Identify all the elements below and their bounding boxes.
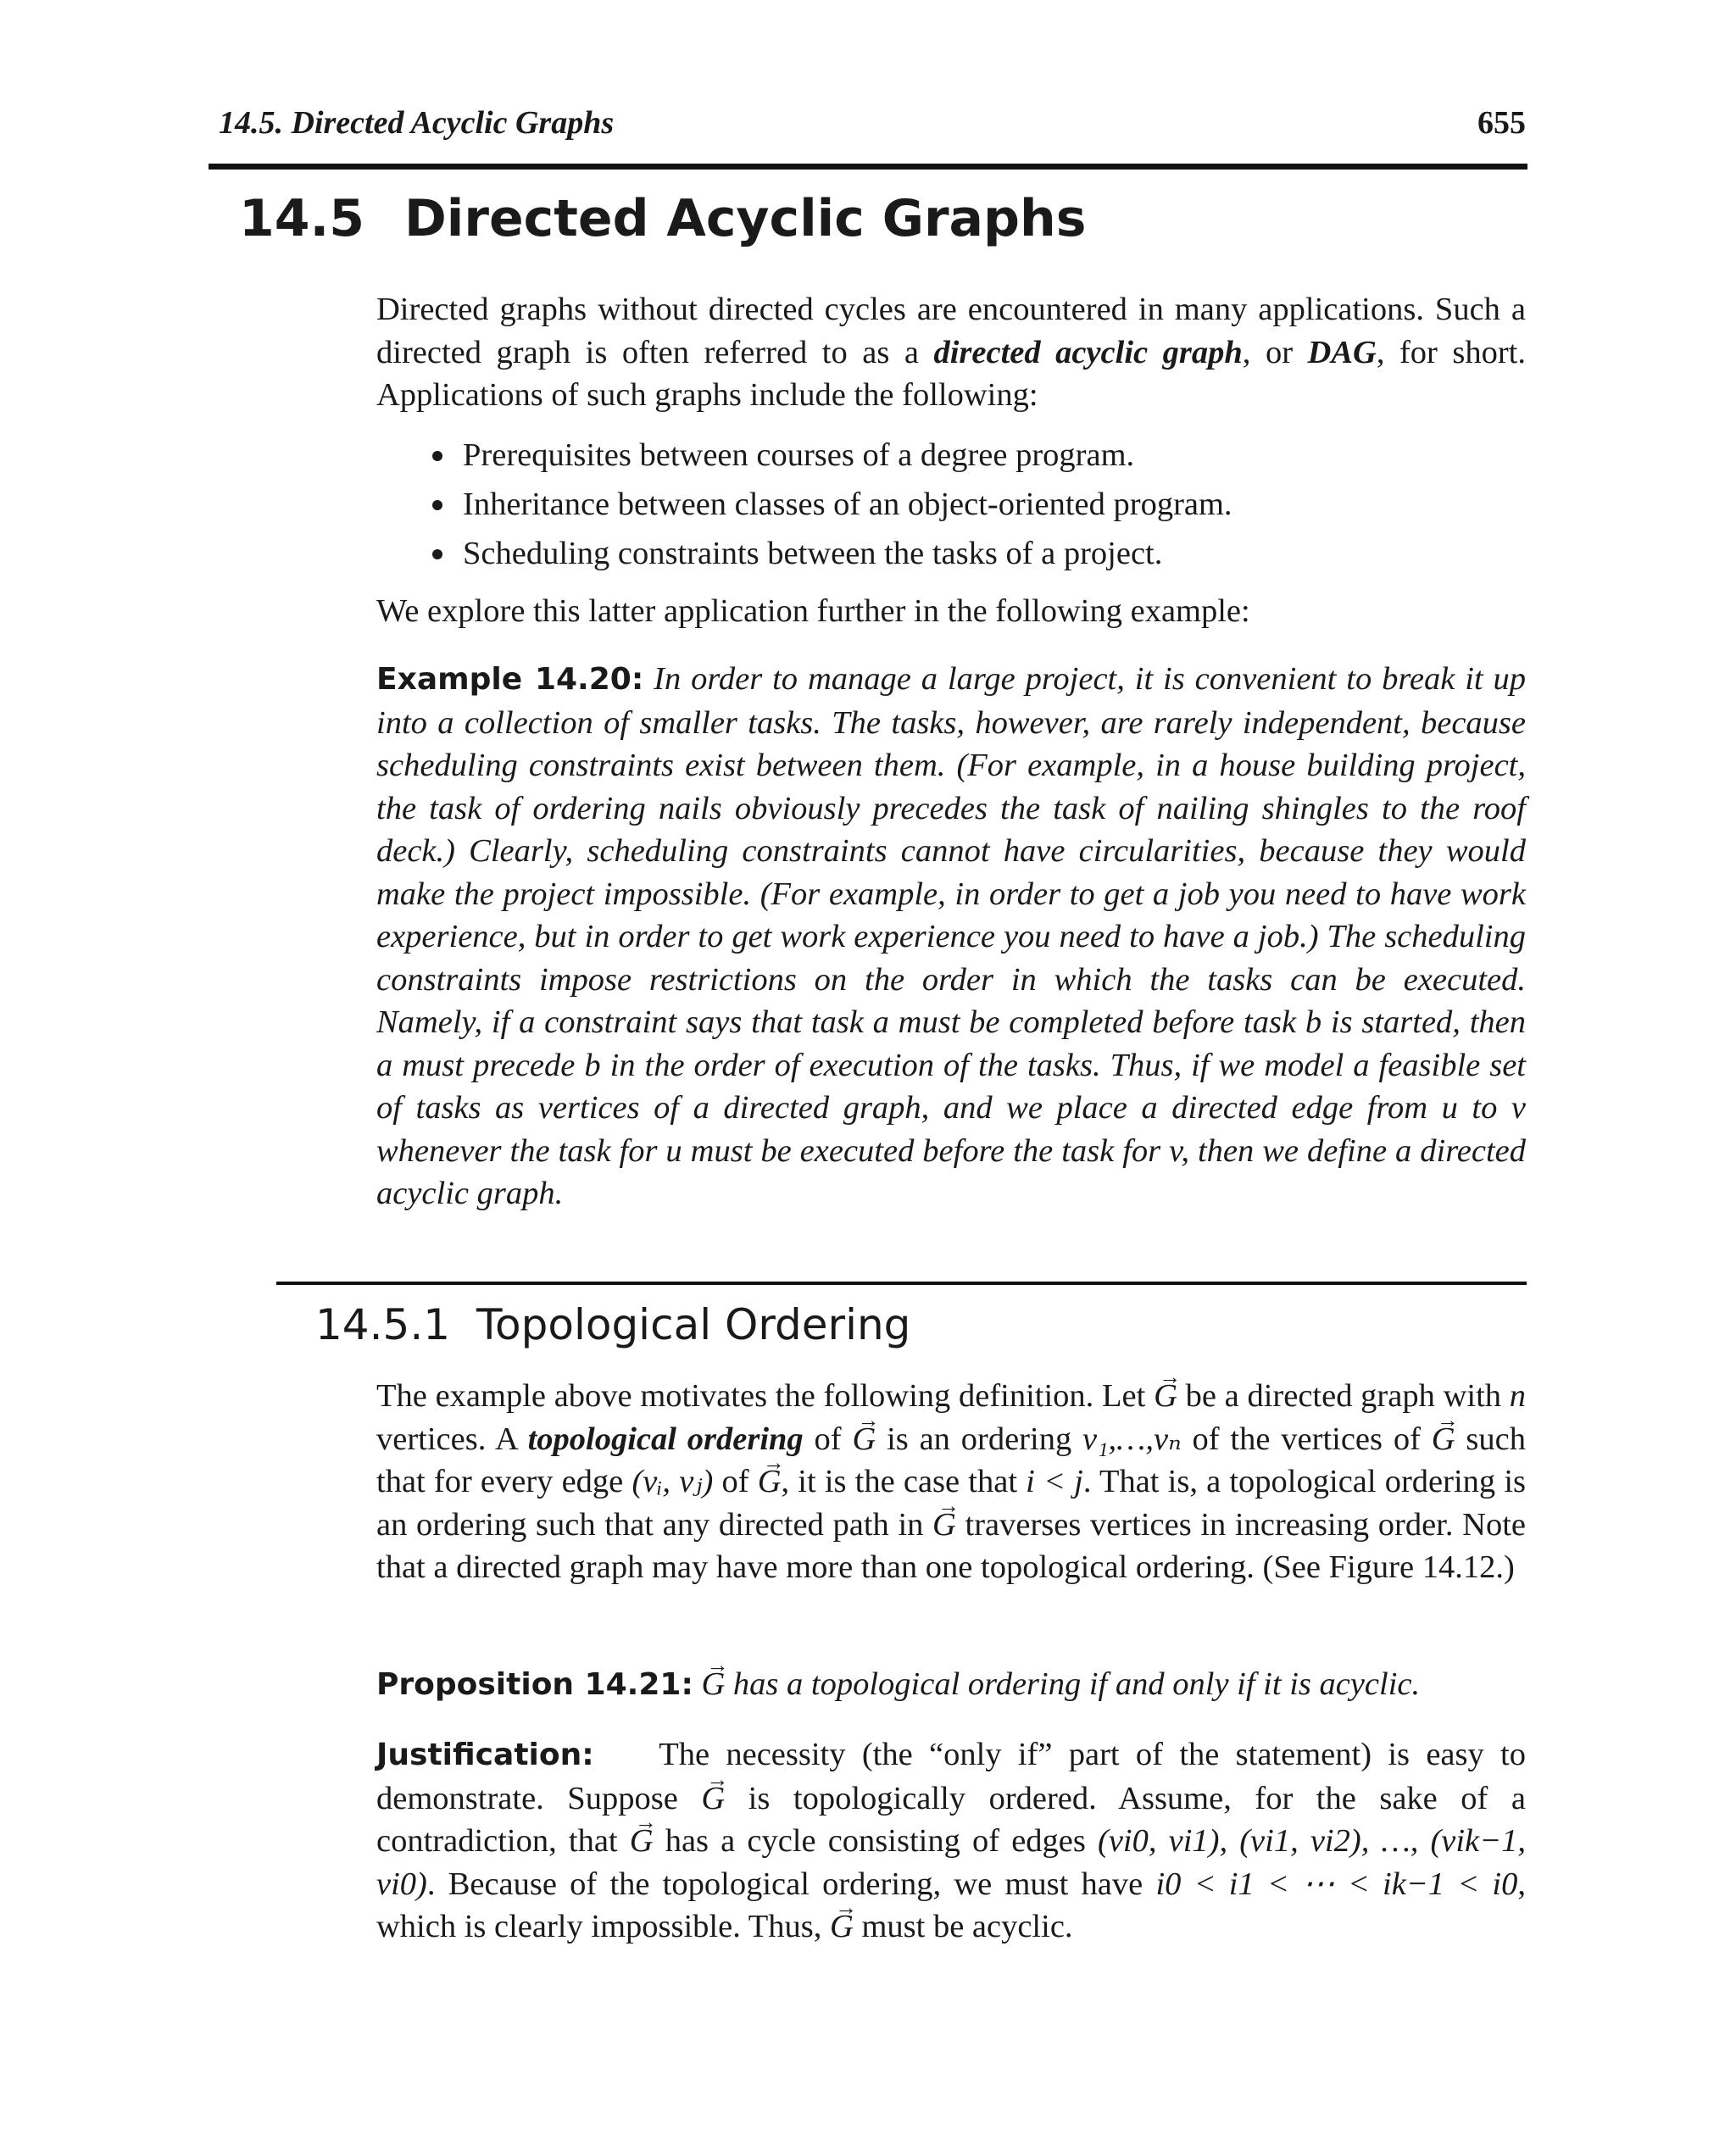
intro-block xyxy=(376,288,1526,632)
page-number: 655 xyxy=(1477,105,1526,141)
term-topological-ordering: topological ordering xyxy=(527,1421,804,1457)
vector-g: → G xyxy=(830,1905,854,1949)
example-label: Example 14.20: xyxy=(376,662,644,697)
section-title xyxy=(239,185,1086,253)
list-item: Scheduling constraints between the tasks of a project. xyxy=(376,529,1526,578)
cycle-expression: (vi0, vi1), (vi1, vi2), …, (vik−1, vi0) xyxy=(376,1823,1526,1902)
list-item: Prerequisites between courses of a degree program. xyxy=(376,431,1526,480)
proposition-paragraph: Proposition 14.21: → G has a topological ordering if and only if it is acyclic. xyxy=(376,1663,1526,1707)
vector-g: → G xyxy=(932,1504,956,1547)
vertex-sequence: v₁,…,vₙ xyxy=(1082,1421,1182,1457)
definition-block xyxy=(376,1375,1526,1589)
subsection-number: 14.5.1 xyxy=(315,1300,451,1349)
intro-closing: We explore this latter application further in the following example: xyxy=(376,592,1250,629)
justification-block xyxy=(376,1733,1526,1949)
header-rule xyxy=(209,164,1527,170)
section-title-text: Directed Acyclic Graphs xyxy=(404,189,1087,248)
vector-g: → G xyxy=(1154,1375,1177,1418)
vector-g: → G xyxy=(701,1777,725,1821)
example-paragraph: Example 14.20: In order to manage a large project, it is convenient to break it up into a collection of smaller tasks. The tasks, however, are rarely independent, because scheduling constraints exist between them. (For example, in a house building project, the task of ordering nails obviously precedes the task of nailing shingles to the roof deck.) Clearly, scheduling constraints cannot have circularities, because they would make the project impossible. (For example, in order to get a job you need to have work experience, but in order to get work experience you need to have a job.) The scheduling constraints impose restrictions on the order in which the tasks can be executed. Namely, if a constraint says that task a must be completed before task b is started, then a must precede b in the order of execution of the tasks. Thus, if we model a feasible set of tasks as vertices of a directed graph, and we place a directed edge from u to v whenever the task for u must be executed before the task for v, then we define a directed acyclic graph. xyxy=(376,661,1527,1211)
example-block xyxy=(376,658,1526,1215)
subsection-rule xyxy=(276,1282,1527,1285)
vector-g: → G xyxy=(852,1418,876,1461)
vector-g: → G xyxy=(701,1663,725,1706)
inequality: i < j xyxy=(1026,1464,1083,1499)
proposition-block xyxy=(376,1663,1526,1707)
intro-paragraph: Directed graphs without directed cycles are encountered in many applications. Such a directed graph is often referred to as a directed acyclic graph, or DAG, for short. Applications of such graphs include the following: xyxy=(376,292,1527,413)
justification-paragraph: Justification: The necessity (the “only if” part of the statement) is easy to demonstrate. Suppose → G is topologically ordered. Assume, for the sake of a contradiction, that → G has a cycle consisting of edges (vi0, vi1), (vi1, vi2), …, (vik−1, vi0). Because of the topological ordering, we must have i0 < i1 < ⋯ < ik−1 < i0, which is clearly impossible. Thus, → G must be acyclic. xyxy=(376,1733,1526,1949)
edge-expression: (vᵢ, vⱼ) xyxy=(632,1464,714,1499)
running-header xyxy=(219,97,1526,148)
running-header-title: 14.5. Directed Acyclic Graphs xyxy=(219,105,615,141)
index-chain: i0 < i1 < ⋯ < ik−1 < i0 xyxy=(1155,1866,1518,1902)
term-dag-full: directed acyclic graph xyxy=(933,334,1243,370)
vector-g: → G xyxy=(1432,1418,1455,1461)
definition-paragraph: The example above motivates the following definition. Let → G be a directed graph with n vertices. A topological ordering of → G is an ordering v₁,…,vₙ of the vertices of → G such that for every edge (vᵢ, vⱼ) of → G, it is the case that i < j. That is, a topological ordering is an ordering such that any directed path in → G traverses vertices in increasing order. Note that a directed graph may have more than one topological ordering. (See Figure 14.12.) xyxy=(376,1375,1526,1589)
list-item: Inheritance between classes of an object-oriented program. xyxy=(376,480,1526,529)
section-number: 14.5 xyxy=(239,189,365,248)
vector-g: → G xyxy=(758,1460,782,1504)
justification-label: Justification: xyxy=(376,1738,594,1772)
proposition-label: Proposition 14.21: xyxy=(376,1667,693,1702)
term-dag: DAG xyxy=(1307,334,1377,370)
subsection-title-text: Topological Ordering xyxy=(476,1300,911,1349)
applications-list xyxy=(376,431,1526,578)
vector-g: → G xyxy=(630,1820,654,1863)
subsection-title xyxy=(315,1295,910,1354)
